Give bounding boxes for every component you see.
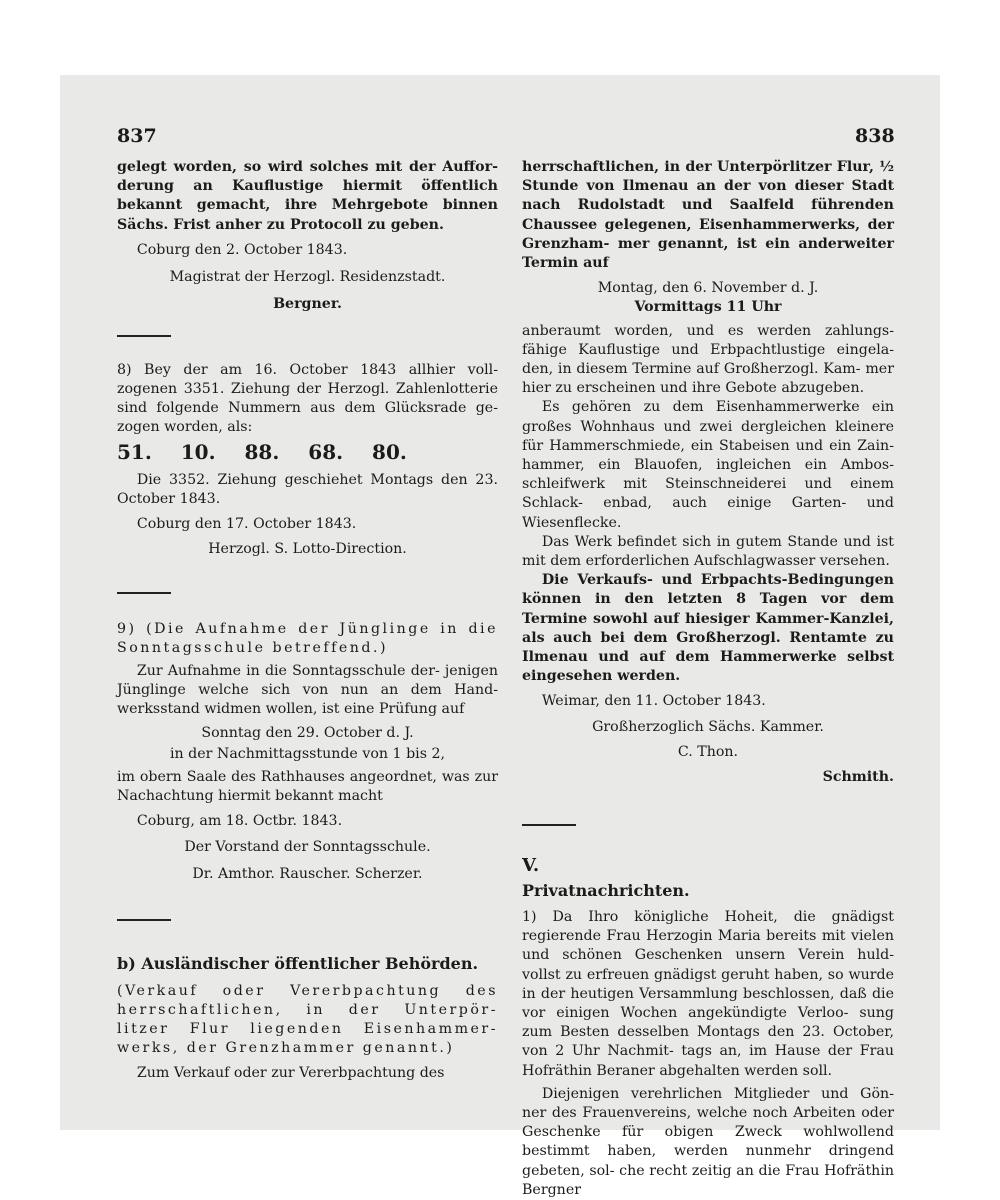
signature-thon: C. Thon. <box>677 743 739 760</box>
sunday-school-date: Coburg, am 18. Octbr. 1843. <box>136 813 343 830</box>
ironworks-condition: Das Werk befindet sich in gutem Stande und ist mit dem erforderlichen Aufschlagwasser versehen. <box>522 533 894 570</box>
lottery-notice-text: 8) Bey der am 16. October 1843 allhier voll- zogenen 3351. Ziehung der Herzogl. Zahlenlotterie sind folgende Nummern aus dem Glücksrade ge- zogen worden, als: <box>117 361 498 436</box>
separator-1 <box>117 326 498 340</box>
ironworks-sale-subtitle: (Verkauf oder Vererbpachtung des herrschaftlichen, in der Unterpör- litzer Flur liegenden Eisenhammer- werks, der Grenzhammer genannt.) <box>117 982 498 1057</box>
right-column <box>522 158 894 1200</box>
sunday-school-authority: Der Vorstand der Sonntagsschule. <box>184 838 431 855</box>
auction-invitation: anberaumt worden, und es werden zahlungs- fähige Kauflustige und Erbpachtlustige eingela- den, in diesem Termine auf Großherzogl. Kam- mer hier zu erscheinen und ihre Gebote abzugeben. <box>522 322 894 397</box>
lottery-authority: Herzogl. S. Lotto-Direction. <box>208 541 407 558</box>
auction-time: Vormittags 11 Uhr <box>634 299 782 316</box>
sunday-school-title: 9) (Die Aufnahme der Jünglinge in die Sonntagsschule betreffend.) <box>117 620 498 656</box>
sale-conditions: Die Verkaufs- und Erbpachts-Bedingungen können in den letzten 8 Tagen vor dem Termine sowohl auf hiesiger Kammer-Kanzlei, als auch bei dem Großherzogl. Rentamte zu Ilmenau und auf dem Hammerwerke selbst eingesehen werden. <box>522 572 894 685</box>
foreign-authorities-heading: b) Ausländischer öffentlicher Behörden. <box>117 954 479 974</box>
lot-notice-text: gelegt worden, so wird solches mit der Auffor- derung an Kauflustige hiermit öffentlich bekannt gemacht, ihre Mehrgebote binnen Sächs. Frist anher zu Protocoll zu geben. <box>117 159 498 233</box>
separator-2 <box>117 583 498 597</box>
sunday-school-day: Sonntag den 29. October d. J. <box>201 724 414 741</box>
ironworks-sale-continued: herrschaftlichen, in der Unterpörlitzer Flur, ½ Stunde von Ilmenau an der von dieser Stadt nach Rudolstadt und Saalfeld führenden Chaussee gelegenen, Eisenhammerwerks, der Grenzham- mer genannt, ist ein anderweiter Termin auf <box>522 159 894 272</box>
lottery-numbers: 51. 10. 88. 68. 80. <box>117 440 407 465</box>
auction-day: Montag, den 6. November d. J. <box>597 280 819 297</box>
sunday-school-names: Dr. Amthor. Rauscher. Scherzer. <box>192 865 423 882</box>
lottery-date: Coburg den 17. October 1843. <box>136 516 357 533</box>
page-number-left: 837 <box>117 125 157 147</box>
section-title: Privatnachrichten. <box>522 880 690 900</box>
lottery-next-draw: Die 3352. Ziehung geschiehet Montags den 23. October 1843. <box>117 471 498 507</box>
lot-notice-authority: Magistrat der Herzogl. Residenzstadt. <box>169 269 446 286</box>
lot-notice-signature: Bergner. <box>273 296 342 313</box>
section-number: V. <box>522 854 540 876</box>
weimar-date: Weimar, den 11. October 1843. <box>541 693 766 710</box>
ironworks-description: Es gehören zu dem Eisenhammerwerke ein großes Wohnhaus und zwei dergleichen kleinere für Hammerschmiede, ein Stabeisen und ein Zain- hammer, ein Blauofen, ingleichen ein Ambos- schleifwerk mit Steinschneiderei und einem Schlack- enbad, auch einige Garten- und Wiesenflecke. <box>522 399 894 531</box>
signature-schmith: Schmith. <box>822 769 894 786</box>
separator-3 <box>117 910 498 924</box>
ironworks-sale-text: Zum Verkauf oder zur Vererbpachtung des <box>136 1065 445 1082</box>
page-number-right: 838 <box>855 125 895 147</box>
lot-notice-date: Coburg den 2. October 1843. <box>136 241 348 258</box>
sunday-school-time: in der Nachmittagsstunde von 1 bis 2, <box>169 745 446 762</box>
separator-4 <box>522 815 894 829</box>
members-appeal: Diejenigen verehrlichen Mitglieder und Gön- ner des Frauenvereins, welche noch Arbeiten oder Geschenke für obigen Zweck wohlwollend bestimmt haben, werden nunmehr dringend gebeten, sol- che recht zeitig an die Frau Hofräthin Bergner <box>522 1085 894 1198</box>
sunday-school-text: Zur Aufnahme in die Sonntagsschule der- jenigen Jünglinge welche sich von nun an dem Hand- werksstand widmen wollen, ist eine Prüfung auf <box>117 663 498 718</box>
left-column <box>117 158 498 1084</box>
lottery-announcement: 1) Da Ihro königliche Hoheit, die gnädigst regierende Frau Herzogin Maria bereits mit vielen und schönen Geschenken unsern Verein huld- vollst zu erfreuen gnädigst geruht haben, so wurde in der heutigen Versammlung beschlossen, daß die vor einigen Wochen angekündigte Verloo- sung zum Besten desselben Montags den 23. October, von 2 Uhr Nachmit- tags an, im Hause der Frau Hofräthin Beraner abgehalten werden soll. <box>522 908 894 1079</box>
sunday-school-place: im obern Saale des Rathhauses angeordnet, was zur Nachachtung hiermit bekannt macht <box>117 769 498 805</box>
weimar-authority: Großherzoglich Sächs. Kammer. <box>592 718 824 735</box>
